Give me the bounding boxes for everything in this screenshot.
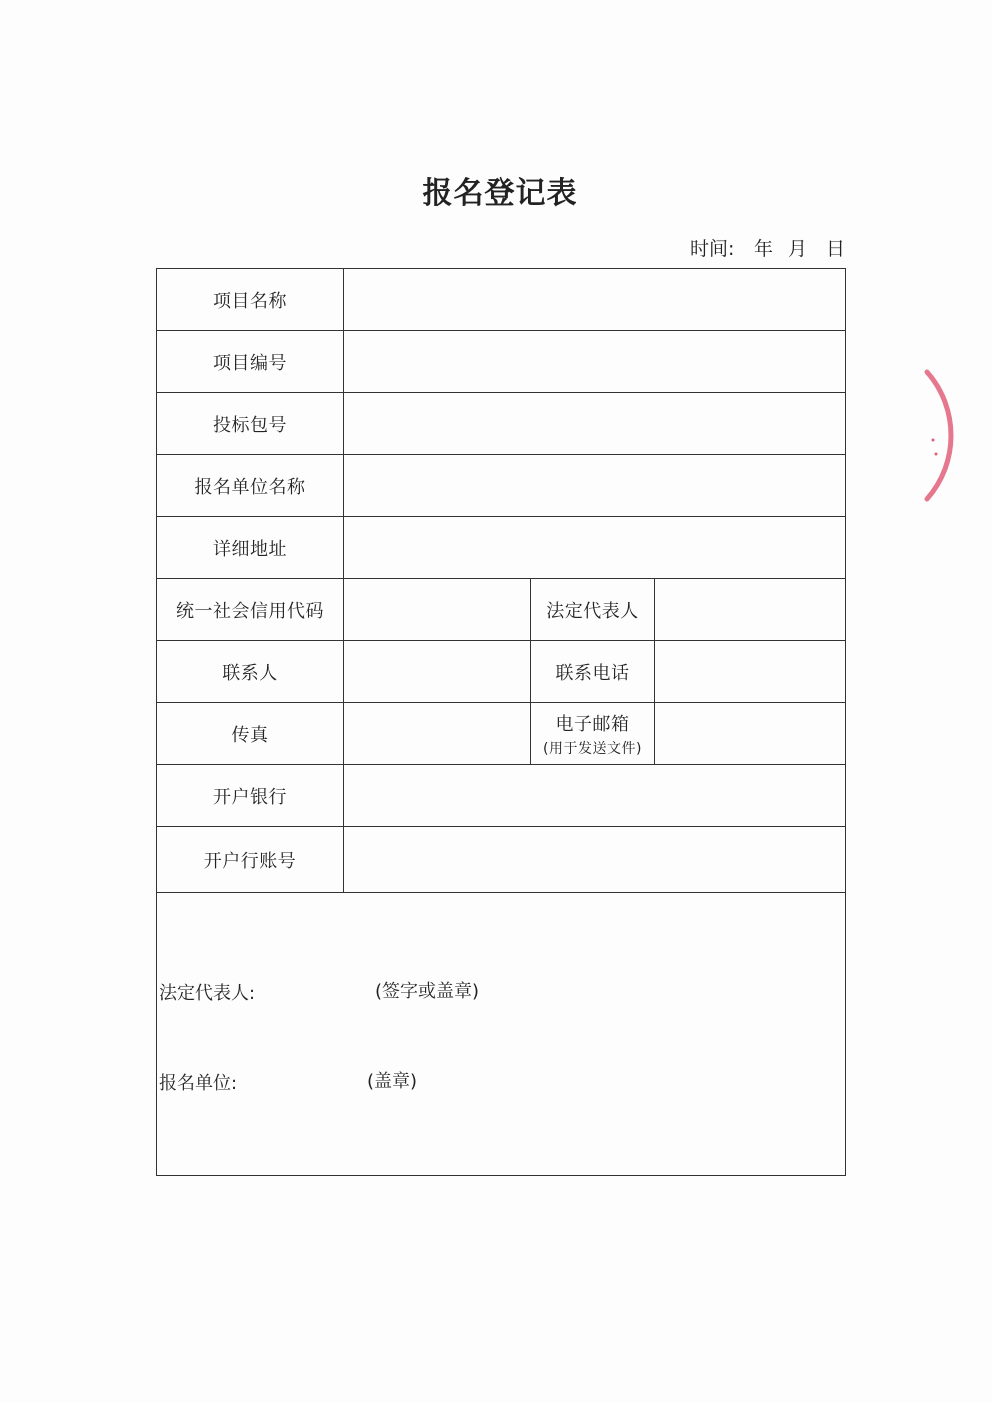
address-field[interactable] [344,517,846,579]
unit-name-label: 报名单位名称 [157,455,344,517]
project-number-label: 项目编号 [157,331,344,393]
table-row [157,579,846,641]
table-row [157,703,846,765]
table-row [157,331,846,393]
legal-rep-signature-label: 法定代表人: [159,983,256,1004]
table-row [157,455,846,517]
address-label: 详细地址 [157,517,344,579]
date-line [690,234,845,261]
table-row [157,827,846,893]
unit-seal-line[interactable] [159,1069,418,1095]
contact-field[interactable] [344,641,531,703]
phone-label: 联系电话 [531,641,655,703]
legal-rep-signature-note: (签字或盖章) [375,981,480,1002]
table-row [157,269,846,331]
account-label: 开户行账号 [157,827,344,893]
project-number-field[interactable] [344,331,846,393]
fax-label: 传真 [157,703,344,765]
account-field[interactable] [344,827,846,893]
project-name-label: 项目名称 [157,269,344,331]
table-row [157,393,846,455]
red-seal-edge [915,368,955,503]
page-title: 报名登记表 [422,176,578,211]
bid-package-field[interactable] [344,393,846,455]
email-label-text: 电子邮箱 [555,713,630,735]
table-row [157,641,846,703]
date-label: 时间: [690,238,735,260]
date-year: 年 [754,238,774,260]
bank-field[interactable] [344,765,846,827]
credit-code-label: 统一社会信用代码 [157,579,344,641]
email-note: (用于发送文件) [543,740,642,757]
fax-field[interactable] [344,703,531,765]
bid-package-label: 投标包号 [157,393,344,455]
date-day: 日 [826,238,846,260]
unit-name-field[interactable] [344,455,846,517]
legal-rep-field[interactable] [655,579,846,641]
project-name-field[interactable] [344,269,846,331]
unit-seal-note: (盖章) [367,1071,418,1092]
bank-label: 开户银行 [157,765,344,827]
legal-rep-label: 法定代表人 [531,579,655,641]
contact-label: 联系人 [157,641,344,703]
email-field[interactable] [655,703,846,765]
legal-rep-signature-line[interactable] [159,979,480,1005]
table-row [157,517,846,579]
signature-row [157,893,846,1176]
signature-area [157,893,846,1176]
unit-seal-label: 报名单位: [159,1073,238,1094]
email-label [531,703,655,765]
table-row [157,765,846,827]
credit-code-field[interactable] [344,579,531,641]
date-month: 月 [788,238,808,260]
phone-field[interactable] [655,641,846,703]
registration-table [156,268,846,1176]
